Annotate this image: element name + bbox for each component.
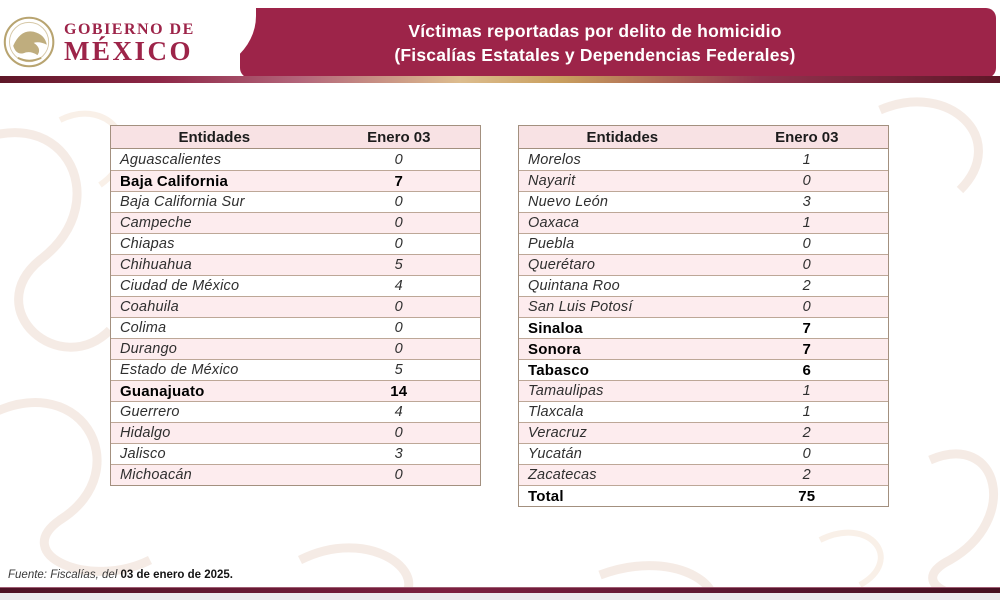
victim-count-cell: 2 [802,278,811,294]
victim-count-cell: 2 [802,467,811,483]
victim-count-cell: 14 [390,382,408,400]
entity-name-cell: Oaxaca [528,215,580,231]
entity-name-cell: Querétaro [528,257,596,273]
table-row [519,422,888,443]
entity-name-cell: Morelos [528,151,581,168]
victim-count-cell: 0 [394,320,403,336]
banner-title-line2: (Fiscalías Estatales y Dependencias Federales) [394,45,796,65]
logo-line2: MÉXICO [64,36,193,66]
victim-count-cell: 3 [802,194,811,210]
table-row [111,422,480,443]
entity-name-cell: Guerrero [120,404,180,420]
entities-column-header: Entidades [586,128,659,146]
victim-count-cell: 7 [802,319,812,337]
victim-count-cell: 5 [394,362,403,378]
banner-title-line1: Víctimas reportadas por delito de homicidio [408,21,782,41]
entity-name-cell: Baja California [120,172,229,190]
table-row [111,191,480,212]
entity-name-cell: Baja California Sur [120,194,245,210]
table-row [111,338,480,359]
table-row [519,170,888,191]
logo-line1: GOBIERNO DE [64,21,195,38]
table-row [519,359,888,380]
table-row [519,443,888,464]
victim-count-cell: 1 [802,404,811,420]
entity-name-cell: Nayarit [528,173,576,189]
entity-name-cell: Nuevo León [528,194,609,210]
victim-count-cell: 1 [802,151,811,168]
entity-name-cell: Veracruz [528,425,588,441]
entity-name-cell: Colima [120,320,167,336]
victim-count-cell: 0 [802,173,811,189]
entity-name-cell: Chihuahua [120,257,192,273]
table-row [111,170,480,191]
victim-count-cell: 1 [802,215,811,231]
table-row [519,149,888,170]
table-row [111,296,480,317]
victim-count-cell: 0 [394,467,403,483]
table-header-row [111,126,480,149]
source-date: 03 de enero de 2025. [120,569,234,581]
table-row [519,485,888,506]
table-body [111,149,480,485]
table-row [519,296,888,317]
table-row [519,191,888,212]
table-row [519,254,888,275]
entities-column-header: Entidades [178,128,251,146]
states-table-left [110,125,481,486]
entity-name-cell: Campeche [120,215,192,231]
victim-count-cell: 0 [802,257,811,273]
table-row [111,464,480,485]
entity-name-cell: Ciudad de México [120,278,240,294]
table-row [111,317,480,338]
entity-name-cell: Durango [120,341,178,357]
entity-name-cell: Total [528,487,564,505]
victim-count-cell: 75 [798,487,816,505]
government-logo-text [64,22,195,64]
header-gradient-rule [0,76,1000,83]
entity-name-cell: Sonora [528,340,581,358]
victim-count-cell: 2 [802,425,811,441]
mexico-eagle-seal-icon [2,14,58,70]
table-row [111,233,480,254]
victim-count-cell: 0 [394,425,403,441]
footer-bottom-strip [0,593,1000,600]
victim-count-cell: 6 [802,361,812,379]
victim-count-cell: 1 [802,383,811,399]
entity-name-cell: Michoacán [120,467,192,483]
entity-name-cell: Yucatán [528,446,583,462]
entity-name-cell: Coahuila [120,299,179,315]
table-row [519,380,888,401]
entity-name-cell: Tamaulipas [528,383,604,399]
victim-count-cell: 0 [394,215,403,231]
date-column-header: Enero 03 [367,128,431,146]
entity-name-cell: Sinaloa [528,319,583,337]
entity-name-cell: Guanajuato [120,382,205,400]
victim-count-cell: 0 [394,341,403,357]
entity-name-cell: Zacatecas [528,467,597,483]
victim-count-cell: 0 [802,236,811,252]
table-row [111,254,480,275]
entity-name-cell: Quintana Roo [528,278,620,294]
victim-count-cell: 0 [802,299,811,315]
victim-count-cell: 7 [394,172,404,190]
entity-name-cell: Puebla [528,236,575,252]
entity-name-cell: Hidalgo [120,425,171,441]
table-row [111,212,480,233]
title-banner [240,8,996,78]
victim-count-cell: 0 [394,194,403,210]
entity-name-cell: Chiapas [120,236,175,252]
table-row [111,359,480,380]
states-table-right [518,125,889,507]
victim-count-cell: 4 [394,278,403,294]
table-row [519,233,888,254]
victim-count-cell: 0 [802,446,811,462]
table-row [111,380,480,401]
table-row [111,275,480,296]
table-row [519,275,888,296]
victim-count-cell: 3 [394,446,403,462]
table-row [519,338,888,359]
table-row [519,401,888,422]
victim-count-cell: 5 [394,257,403,273]
victim-count-cell: 0 [394,299,403,315]
government-logo [0,0,256,76]
table-row [519,212,888,233]
victim-count-cell: 4 [394,404,403,420]
table-row [111,443,480,464]
entity-name-cell: Jalisco [120,446,166,462]
table-row [519,464,888,485]
entity-name-cell: Tabasco [528,361,590,379]
date-column-header: Enero 03 [775,128,839,146]
victim-count-cell: 0 [394,151,403,168]
source-note [8,569,233,581]
source-prefix: Fuente: Fiscalías, del [8,569,121,581]
table-header-row [519,126,888,149]
table-row [111,401,480,422]
victim-count-cell: 7 [802,340,812,358]
entity-name-cell: Aguascalientes [120,151,222,168]
entity-name-cell: Tlaxcala [528,404,584,420]
table-row [519,317,888,338]
entity-name-cell: San Luis Potosí [528,299,633,315]
table-body [519,149,888,506]
victim-count-cell: 0 [394,236,403,252]
entity-name-cell: Estado de México [120,362,239,378]
table-row [111,149,480,170]
